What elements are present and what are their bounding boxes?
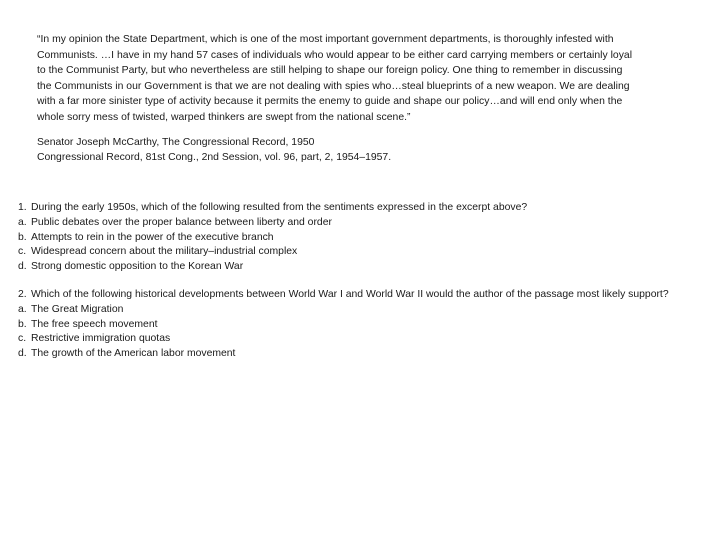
option-letter: c. <box>18 333 27 345</box>
question-stem <box>18 201 527 216</box>
quote-line: Communists. …I have in my hand 57 cases of individuals who would appear to be either card carrying members or certainly loyal <box>37 49 633 61</box>
question-text: Which of the following historical developments between World War I and World War II would the author of the passage most likely support? <box>31 289 669 300</box>
question-text: During the early 1950s, which of the following resulted from the sentiments expressed in the excerpt above? <box>31 202 528 213</box>
option-text: The Great Migration <box>31 303 124 315</box>
answer-option-d[interactable] <box>18 260 527 275</box>
answer-option-b[interactable] <box>18 231 527 246</box>
question-number: 1. <box>18 202 27 213</box>
option-letter: a. <box>18 216 27 228</box>
question-stem <box>18 288 669 303</box>
answer-option-b[interactable] <box>18 318 669 333</box>
option-text: The growth of the American labor movement <box>31 348 236 360</box>
citation-source: Congressional Record, 81st Cong., 2nd Session, vol. 96, part, 2, 1954–1957. <box>37 152 392 163</box>
question-2 <box>18 288 669 362</box>
quote-line: whole sorry mess of twisted, warped thinkers are swept from the national scene.” <box>37 111 411 123</box>
option-letter: d. <box>18 261 27 273</box>
option-letter: c. <box>18 246 27 258</box>
option-text: Attempts to rein in the power of the executive branch <box>31 231 274 243</box>
quote-citation <box>37 135 391 165</box>
mccarthy-quote <box>37 32 677 125</box>
option-letter: d. <box>18 348 27 360</box>
quote-line: with a far more sinister type of activity because it permits the enemy to guide and shape our policy…and will end only when the <box>37 96 623 107</box>
answer-option-d[interactable] <box>18 347 669 362</box>
answer-option-c[interactable] <box>18 332 669 347</box>
quote-line: “In my opinion the State Department, which is one of the most important government departments, is thoroughly infested with <box>37 34 614 45</box>
option-text: Restrictive immigration quotas <box>31 333 171 345</box>
option-text: Strong domestic opposition to the Korean War <box>31 261 244 273</box>
question-number: 2. <box>18 289 27 300</box>
quote-line: the Communists in our Government is that we are not dealing with spies who…steal blueprints of a new weapon. We are dealing <box>37 80 630 92</box>
citation-author: Senator Joseph McCarthy, The Congressional Record, 1950 <box>37 137 315 148</box>
option-text: The free speech movement <box>31 318 158 330</box>
option-letter: b. <box>18 231 27 243</box>
answer-option-a[interactable] <box>18 303 669 318</box>
option-letter: a. <box>18 303 27 315</box>
option-text: Widespread concern about the military–industrial complex <box>31 246 298 258</box>
answer-option-c[interactable] <box>18 245 527 260</box>
option-text: Public debates over the proper balance between liberty and order <box>31 216 332 228</box>
answer-option-a[interactable] <box>18 216 527 231</box>
quote-line: to the Communist Party, but who nevertheless are still helping to shape our foreign policy. One thing to remember in discussing <box>37 65 623 76</box>
question-1 <box>18 201 527 275</box>
option-letter: b. <box>18 318 27 330</box>
